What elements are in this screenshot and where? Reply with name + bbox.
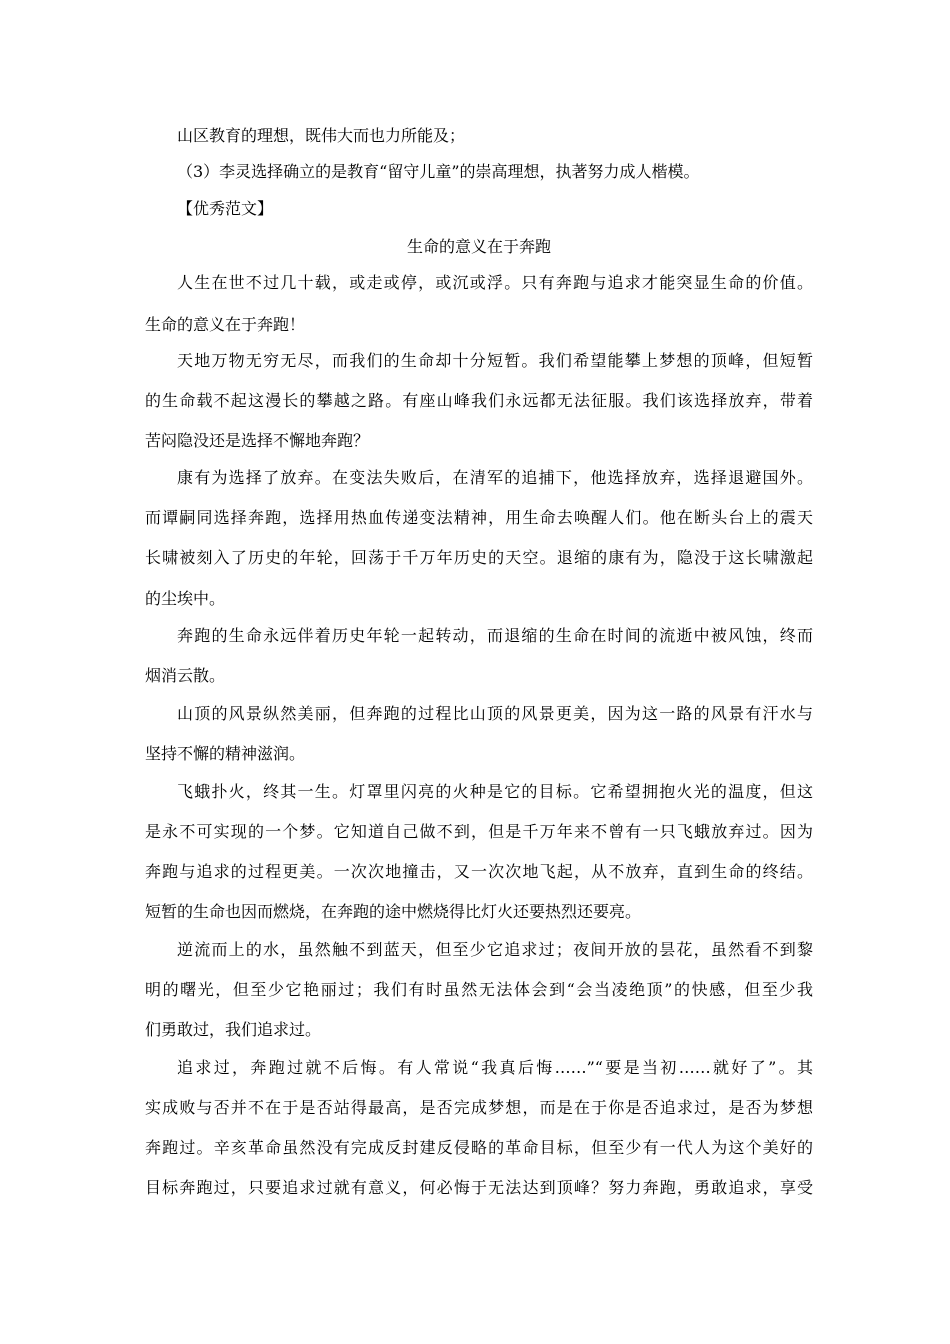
paragraph-line: （3）李灵选择确立的是教育“留守儿童”的崇高理想，执著努力成人楷模。 bbox=[177, 162, 700, 181]
paragraph-line: 人生在世不过几十载，或走或停，或沉或浮。只有奔跑与追求才能突显生命的价值。 bbox=[177, 273, 813, 292]
paragraph-line: 山顶的风景纵然美丽，但奔跑的过程比山顶的风景更美，因为这一路的风景有汗水与 bbox=[177, 704, 813, 723]
paragraph-line: 烟消云散。 bbox=[145, 666, 226, 685]
paragraph-line: 逆流而上的水，虽然触不到蓝天，但至少它追求过；夜间开放的昙花，虽然看不到黎 bbox=[177, 940, 813, 959]
paragraph-line: 目标奔跑过，只要追求过就有意义，何必悔于无法达到顶峰？努力奔跑，勇敢追求，享受 bbox=[145, 1178, 813, 1197]
paragraph-line: 苦闷隐没还是选择不懈地奔跑？ bbox=[145, 431, 370, 450]
paragraph-line: 奔跑的生命永远伴着历史年轮一起转动，而退缩的生命在时间的流逝中被风蚀，终而 bbox=[177, 626, 813, 645]
paragraph-line: 奔跑过。辛亥革命虽然没有完成反封建反侵略的革命目标，但至少有一代人为这个美好的 bbox=[145, 1138, 813, 1157]
paragraph-line: 飞蛾扑火，终其一生。灯罩里闪亮的火种是它的目标。它希望拥抱火光的温度，但这 bbox=[177, 782, 813, 801]
paragraph-line: 明的曙光，但至少它艳丽过；我们有时虽然无法体会到“会当凌绝顶”的快感，但至少我 bbox=[145, 980, 813, 999]
paragraph-line: 短暂的生命也因而燃烧，在奔跑的途中燃烧得比灯火还要热烈还要亮。 bbox=[145, 902, 642, 921]
paragraph-line: 们勇敢过，我们追求过。 bbox=[145, 1020, 322, 1039]
essay-title: 生命的意义在于奔跑 bbox=[406, 237, 551, 256]
paragraph-line: 而谭嗣同选择奔跑，选择用热血传递变法精神，用生命去唤醒人们。他在断头台上的震天 bbox=[145, 508, 813, 527]
paragraph-line: 康有为选择了放弃。在变法失败后，在清军的追捕下，他选择放弃，选择退避国外。 bbox=[177, 468, 813, 487]
paragraph-line: 是永不可实现的一个梦。它知道自己做不到，但是千万年来不曾有一只飞蛾放弃过。因为 bbox=[145, 822, 813, 841]
paragraph-line: 的生命载不起这漫长的攀越之路。有座山峰我们永远都无法征服。我们该选择放弃，带着 bbox=[145, 391, 813, 410]
paragraph-line: 的尘埃中。 bbox=[145, 589, 226, 608]
paragraph-line: 实成败与否并不在于是否站得最高，是否完成梦想，而是在于你是否追求过，是否为梦想 bbox=[145, 1098, 813, 1117]
paragraph-line: 山区教育的理想，既伟大而也力所能及； bbox=[177, 126, 466, 145]
paragraph-line: 天地万物无穷无尽，而我们的生命却十分短暂。我们希望能攀上梦想的顶峰，但短暂 bbox=[177, 351, 813, 370]
paragraph-line: 追求过，奔跑过就不后悔。有人常说“我真后悔……”“要是当初……就好了”。其 bbox=[177, 1058, 813, 1077]
paragraph-line: 奔跑与追求的过程更美。一次次地撞击，又一次次地飞起，从不放弃，直到生命的终结。 bbox=[145, 862, 813, 881]
section-label: 【优秀范文】 bbox=[177, 199, 274, 218]
paragraph-line: 生命的意义在于奔跑！ bbox=[145, 315, 306, 334]
paragraph-line: 坚持不懈的精神滋润。 bbox=[145, 744, 306, 763]
paragraph-line: 长啸被刻入了历史的年轮，回荡于千万年历史的天空。退缩的康有为，隐没于这长啸激起 bbox=[145, 548, 813, 567]
